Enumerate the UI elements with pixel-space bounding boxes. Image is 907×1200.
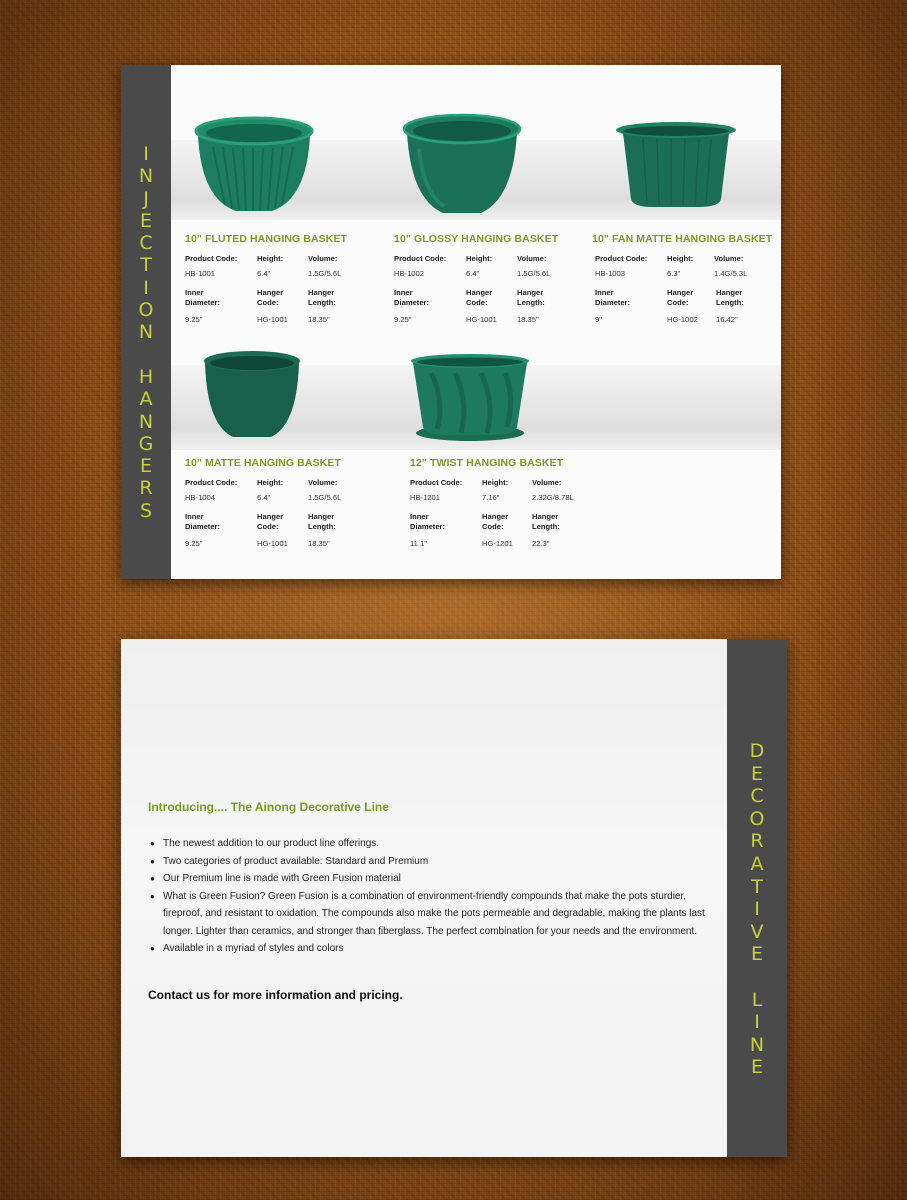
product-name: 10" MATTE HANGING BASKET bbox=[185, 457, 341, 469]
product-name: 10" FLUTED HANGING BASKET bbox=[185, 233, 348, 245]
sidebar-letter: D bbox=[749, 740, 765, 762]
value-product-code: HB-1003 bbox=[595, 269, 625, 278]
product-specs bbox=[410, 476, 585, 556]
label-height: Height: bbox=[257, 254, 284, 263]
fan-matte-basket-image bbox=[613, 117, 739, 213]
product-specs bbox=[185, 476, 360, 556]
sidebar-letter: H bbox=[138, 365, 154, 388]
catalog-page-decorative-line bbox=[121, 639, 787, 1157]
contact-cta: Contact us for more information and pricing. bbox=[148, 988, 403, 1002]
value-inner-diameter: 9.25" bbox=[394, 315, 412, 324]
feature-list bbox=[148, 835, 708, 958]
product-hb-1201 bbox=[410, 457, 585, 556]
label-product-code: Product Code: bbox=[595, 254, 648, 263]
sidebar-letter: C bbox=[750, 785, 764, 808]
sidebar-letter: I bbox=[754, 1011, 760, 1034]
value-product-code: HB-1002 bbox=[394, 269, 424, 278]
label-hanger-code: Hanger Code: bbox=[257, 288, 284, 307]
value-hanger-code: HG-1001 bbox=[257, 315, 288, 324]
intro-heading: Introducing.... The Ainong Decorative Line bbox=[148, 800, 389, 814]
value-volume: 1.5G/5.6L bbox=[308, 493, 342, 502]
sidebar-injection-hangers bbox=[121, 65, 171, 579]
label-inner-diameter: Inner Diameter: bbox=[394, 288, 430, 307]
sidebar-letter: I bbox=[143, 143, 149, 165]
value-hanger-code: HG-1002 bbox=[667, 315, 698, 324]
value-volume: 2.32G/8.78L bbox=[532, 493, 574, 502]
value-hanger-code: HG-1201 bbox=[482, 539, 513, 548]
sidebar-letter: E bbox=[750, 762, 763, 785]
value-hanger-length: 18.35" bbox=[308, 315, 330, 324]
sidebar-letter: I bbox=[143, 276, 149, 299]
sidebar-letter: E bbox=[139, 209, 152, 232]
sidebar-letter: T bbox=[751, 875, 763, 898]
label-hanger-code: Hanger Code: bbox=[257, 512, 284, 531]
label-height: Height: bbox=[257, 478, 284, 487]
catalog-page-injection-hangers bbox=[121, 65, 781, 579]
label-hanger-length: Hanger Length: bbox=[308, 288, 336, 307]
product-name: 12" TWIST HANGING BASKET bbox=[410, 457, 564, 469]
sidebar-vertical-title bbox=[727, 740, 787, 1079]
sidebar-letter: E bbox=[139, 455, 152, 478]
value-product-code: HB-1001 bbox=[185, 269, 215, 278]
sidebar-letter: A bbox=[139, 388, 153, 411]
sidebar-decorative-line bbox=[727, 639, 787, 1157]
value-inner-diameter: 9.25" bbox=[185, 315, 203, 324]
sidebar-letter: T bbox=[140, 254, 152, 277]
label-volume: Volume: bbox=[308, 254, 338, 263]
sidebar-letter: N bbox=[138, 410, 154, 433]
sidebar-letter: A bbox=[750, 852, 764, 875]
sidebar-letter: N bbox=[749, 1033, 765, 1056]
sidebar-letter: R bbox=[750, 830, 764, 853]
sidebar-letter: E bbox=[750, 1056, 763, 1079]
sidebar-letter: J bbox=[143, 187, 149, 210]
label-height: Height: bbox=[667, 254, 694, 263]
value-height: 6.4" bbox=[466, 269, 480, 278]
label-volume: Volume: bbox=[532, 478, 562, 487]
value-hanger-length: 22.3" bbox=[532, 539, 550, 548]
value-product-code: HB-1201 bbox=[410, 493, 440, 502]
fluted-basket-image bbox=[191, 109, 317, 217]
list-item: ● The newest addition to our product line offerings. bbox=[148, 835, 708, 853]
product-specs bbox=[185, 252, 360, 332]
sidebar-letter: N bbox=[138, 165, 154, 188]
label-hanger-code: Hanger Code: bbox=[667, 288, 694, 307]
list-item: ● Two categories of product available: Standard and Premium bbox=[148, 853, 708, 871]
value-product-code: HB-1004 bbox=[185, 493, 215, 502]
value-inner-diameter: 11.1" bbox=[410, 539, 427, 548]
label-hanger-code: Hanger Code: bbox=[466, 288, 493, 307]
value-hanger-length: 16.42" bbox=[716, 315, 738, 324]
label-hanger-code: Hanger Code: bbox=[482, 512, 509, 531]
label-inner-diameter: Inner Diameter: bbox=[410, 512, 446, 531]
sidebar-letter: R bbox=[139, 477, 153, 500]
sidebar-letter: O bbox=[138, 299, 154, 322]
sidebar-letter: E bbox=[750, 943, 763, 966]
label-height: Height: bbox=[482, 478, 509, 487]
sidebar-letter bbox=[121, 344, 171, 366]
value-hanger-length: 18.35" bbox=[517, 315, 539, 324]
label-product-code: Product Code: bbox=[410, 478, 463, 487]
list-item: ● Our Premium line is made with Green Fusion material bbox=[148, 870, 708, 888]
value-volume: 1.5G/5.6L bbox=[517, 269, 551, 278]
value-height: 6.4" bbox=[257, 493, 271, 502]
value-height: 6.3" bbox=[667, 269, 681, 278]
sidebar-letter: I bbox=[754, 898, 760, 921]
sidebar-letter: G bbox=[138, 432, 154, 455]
product-hb-1002 bbox=[394, 233, 569, 332]
sidebar-letter: C bbox=[139, 232, 153, 255]
label-product-code: Product Code: bbox=[394, 254, 447, 263]
value-hanger-length: 18.35" bbox=[308, 539, 330, 548]
label-inner-diameter: Inner Diameter: bbox=[185, 288, 221, 307]
label-product-code: Product Code: bbox=[185, 254, 238, 263]
label-volume: Volume: bbox=[714, 254, 744, 263]
label-volume: Volume: bbox=[308, 478, 338, 487]
value-hanger-code: HG-1001 bbox=[257, 539, 288, 548]
glossy-basket-image bbox=[399, 109, 525, 217]
product-name: 10" FAN MATTE HANGING BASKET bbox=[592, 233, 773, 245]
label-hanger-length: Hanger Length: bbox=[532, 512, 560, 531]
sidebar-letter: V bbox=[750, 920, 764, 943]
label-volume: Volume: bbox=[517, 254, 547, 263]
value-height: 6.4" bbox=[257, 269, 271, 278]
sidebar-letter: L bbox=[751, 988, 763, 1011]
label-height: Height: bbox=[466, 254, 493, 263]
product-hb-1004 bbox=[185, 457, 360, 556]
sidebar-vertical-title bbox=[121, 143, 171, 522]
label-product-code: Product Code: bbox=[185, 478, 238, 487]
label-hanger-length: Hanger Length: bbox=[716, 288, 744, 307]
matte-basket-image bbox=[199, 347, 305, 443]
label-inner-diameter: Inner Diameter: bbox=[595, 288, 631, 307]
sidebar-letter: O bbox=[749, 807, 765, 830]
value-volume: 1.5G/5.6L bbox=[308, 269, 342, 278]
value-inner-diameter: 9" bbox=[595, 315, 602, 324]
value-hanger-code: HG-1001 bbox=[466, 315, 497, 324]
value-height: 7.16" bbox=[482, 493, 500, 502]
label-hanger-length: Hanger Length: bbox=[517, 288, 545, 307]
label-inner-diameter: Inner Diameter: bbox=[185, 512, 221, 531]
product-name: 10" GLOSSY HANGING BASKET bbox=[394, 233, 559, 245]
sidebar-letter bbox=[727, 966, 787, 989]
sidebar-letter: S bbox=[139, 499, 153, 522]
list-item: ● What is Green Fusion? Green Fusion is a combination of environment-friendly compounds that make the pots sturdier, fireproof, and resistant to oxidation. The compounds also make the pots permeable and degradable, making the plants last longer. Lighter than ceramics, and stronger than fiberglass. The perfect combination for your needs and the environment. bbox=[148, 888, 708, 941]
label-hanger-length: Hanger Length: bbox=[308, 512, 336, 531]
sidebar-letter: N bbox=[138, 321, 154, 344]
product-specs bbox=[592, 252, 767, 332]
list-item: ● Available in a myriad of styles and colors bbox=[148, 940, 708, 958]
value-volume: 1.4G/5.3L bbox=[714, 269, 748, 278]
product-hb-1001 bbox=[185, 233, 360, 332]
product-hb-1003 bbox=[592, 233, 772, 332]
value-inner-diameter: 9.25" bbox=[185, 539, 203, 548]
product-specs bbox=[394, 252, 569, 332]
twist-basket-image bbox=[407, 351, 533, 447]
